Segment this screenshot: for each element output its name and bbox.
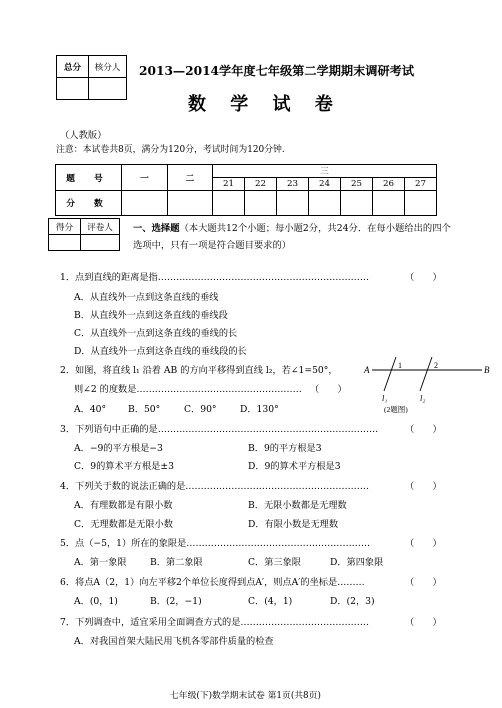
option: A．第一象限 <box>74 557 127 568</box>
option: D．有限小数是无理数 <box>248 519 339 530</box>
section1-title: 一、选择题 <box>133 223 180 234</box>
score-cell[interactable] <box>277 191 309 216</box>
sub-col: 26 <box>373 178 405 191</box>
option: A．有理数都是有限小数 <box>74 500 173 511</box>
score-cell[interactable] <box>373 191 405 216</box>
sub-col: 22 <box>245 178 277 191</box>
option: B．从直线外一点到这条直线的垂线段 <box>74 310 228 321</box>
exam-title: 2013—2014学年度七年级第二学期期末调研考试 <box>139 64 415 78</box>
label-l2: l₂ <box>420 393 426 403</box>
option: C．无理数都是无限小数 <box>74 519 173 530</box>
score-cell[interactable] <box>405 191 437 216</box>
answer-paren[interactable]: （ ） <box>405 617 442 628</box>
edition: （人教版） <box>60 130 107 141</box>
page-footer: 七年级(下)数学期末试卷 第1页(共8页) <box>170 691 321 701</box>
label-l1: l₁ <box>382 393 388 403</box>
question-3-stem: 3．下列语句中正确的是……………………………………………………………… <box>60 424 379 435</box>
score-cell[interactable] <box>341 191 373 216</box>
label-angle-2: 2 <box>434 361 438 370</box>
option: D．从直线外一点到这条直线的垂线段的长 <box>74 346 247 357</box>
section1-header <box>133 220 453 254</box>
line-l1 <box>384 357 396 391</box>
option: A．对我国首架大陆民用飞机各零部件质量的检查 <box>74 636 274 647</box>
option: D．130° <box>240 404 279 415</box>
question-number-label: 题 号 <box>56 165 122 191</box>
parallel-lines-figure <box>362 357 490 413</box>
total-score-label: 总分 <box>57 56 89 78</box>
section1-reviewer-label: 评卷人 <box>81 219 120 235</box>
scorer-label: 核分人 <box>89 56 127 78</box>
option: B．9的平方根是3 <box>248 443 322 454</box>
total-score-cell[interactable] <box>57 78 89 100</box>
label-b: B <box>484 365 490 375</box>
score-cell[interactable] <box>168 191 213 216</box>
option: C．从直线外一点到这条直线的垂线的长 <box>74 328 238 339</box>
option: C．第三象限 <box>248 557 301 568</box>
label-a: A <box>364 365 370 375</box>
option: B．第二象限 <box>150 557 203 568</box>
scorer-cell[interactable] <box>89 78 127 100</box>
option: A．(0，1) <box>74 596 118 607</box>
section1-desc: （本大题共12个小题；每小题2分，共24分．在每小题给出的四个选项中，只有一项是符合题目要求的） <box>133 223 451 251</box>
answer-paren[interactable]: （ ） <box>405 538 442 549</box>
sub-col: 24 <box>309 178 341 191</box>
answer-paren[interactable]: （ ） <box>405 424 442 435</box>
option: D．第四象限 <box>330 557 384 568</box>
line-l2 <box>420 357 432 391</box>
sub-col: 25 <box>341 178 373 191</box>
answer-paren[interactable]: （ ） <box>405 577 442 588</box>
score-cell[interactable] <box>213 191 245 216</box>
option: B．50° <box>128 404 161 415</box>
sub-col: 21 <box>213 178 245 191</box>
option: D．9的算术平方根是3 <box>248 461 341 472</box>
option: A．40° <box>74 404 107 415</box>
option: B．(2，−1) <box>150 596 202 607</box>
answer-paren[interactable]: （ ） <box>310 384 347 395</box>
score-cell[interactable] <box>309 191 341 216</box>
option: A．从直线外一点到这条直线的垂线 <box>74 292 219 303</box>
sub-col: 27 <box>405 178 437 191</box>
subject-title: 数 学 试 卷 <box>188 94 342 115</box>
question-6-stem: 6．将点A（2，1）向左平移2个单位长度得到点A′，则点A′的坐标是……… <box>60 577 365 588</box>
col-one: 一 <box>122 165 168 191</box>
option: C．90° <box>184 404 217 415</box>
section1-score-box <box>48 218 120 251</box>
score-row-label: 分 数 <box>56 191 122 216</box>
section1-reviewer-cell[interactable] <box>81 235 120 251</box>
option: B．无限小数都是无理数 <box>248 500 347 511</box>
score-cell[interactable] <box>245 191 277 216</box>
question-2-stem: 2．如图，将直线 l₁ 沿着 AB 的方向平移得到直线 l₂，若∠1=50°， <box>60 365 338 376</box>
score-cell[interactable] <box>122 191 168 216</box>
question-4-stem: 4．下列关于数的说法正确的是…………………………………………………… <box>60 481 370 492</box>
answer-paren[interactable]: （ ） <box>405 481 442 492</box>
col-three: 三 <box>213 165 437 178</box>
figure-caption: (2题图) <box>384 405 408 413</box>
col-two: 二 <box>168 165 213 191</box>
question-2-stem-cont: 则∠2 的度数是……………………………………………… <box>74 384 302 395</box>
sub-col: 23 <box>277 178 309 191</box>
question-7-stem: 7．下列调查中，适宜采用全面调查方式的是…………………………………… <box>60 617 370 628</box>
option: D．(2，3) <box>330 596 375 607</box>
option: C．(4，1) <box>248 596 293 607</box>
score-box <box>56 55 127 100</box>
option: C．9的算术平方根是±3 <box>74 461 174 472</box>
option: A．−9的平方根是−3 <box>74 443 163 454</box>
question-5-stem: 5．点（−5，1）所在的象限是…………………………………………………… <box>60 538 371 549</box>
section1-score-label: 得分 <box>49 219 81 235</box>
notice: 注意：本试卷共8页，满分为120分，考试时间为120分钟. <box>56 145 285 155</box>
question-1-stem: 1．点到直线的距离是指…………………………………………………………… <box>60 272 370 283</box>
section1-score-cell[interactable] <box>49 235 81 251</box>
score-table <box>55 164 437 216</box>
label-angle-1: 1 <box>398 361 402 370</box>
answer-paren[interactable]: （ ） <box>405 272 442 283</box>
